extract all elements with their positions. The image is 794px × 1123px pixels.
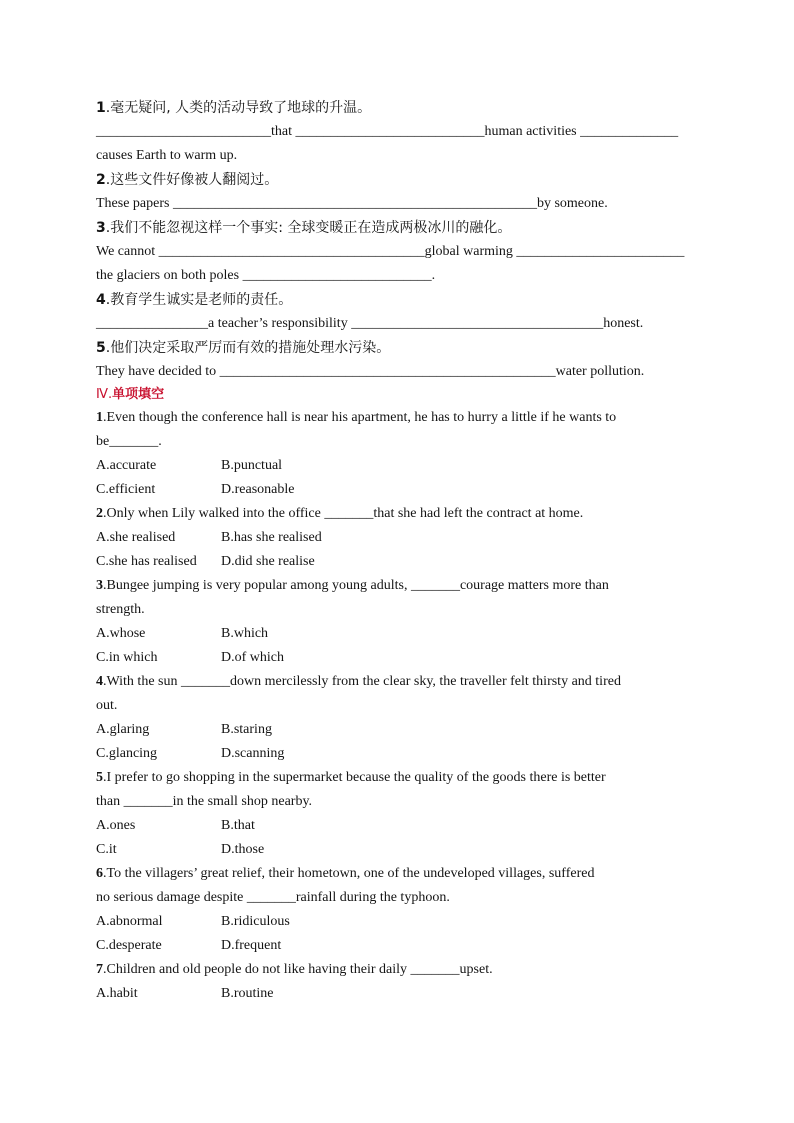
item-number: 5 — [96, 340, 106, 356]
prompt-text: .毫无疑问, 人类的活动导致了地球的升温。 — [105, 100, 372, 116]
option-c: C.it — [96, 842, 117, 857]
answer-line: the glaciers on both poles ___________________________. — [96, 268, 436, 283]
question-4-stem-continued: out. — [96, 698, 118, 713]
worksheet-content — [96, 96, 698, 1006]
option-c: C.she has realised — [96, 554, 197, 569]
option-c: C.desperate — [96, 938, 162, 953]
option-b: B.has she realised — [221, 530, 322, 545]
options-row — [96, 742, 698, 766]
answer-line: We cannot ______________________________________global warming ________________________ — [96, 244, 685, 259]
question-7-stem — [96, 958, 698, 982]
section-header — [96, 384, 698, 406]
question-6-stem — [96, 862, 698, 886]
option-d: D.did she realise — [221, 554, 315, 569]
options-row — [96, 550, 698, 574]
question-number: 3 — [96, 578, 103, 593]
question-1-stem-continued: be_______. — [96, 434, 162, 449]
options-row — [96, 814, 698, 838]
question-text: .With the sun _______down mercilessly from the clear sky, the traveller felt thirsty and tired — [103, 674, 621, 689]
section-numeral: Ⅳ. — [96, 387, 113, 402]
options-row — [96, 454, 698, 478]
question-1-stem — [96, 406, 698, 430]
answer-line: ________________a teacher’s responsibility ____________________________________honest. — [96, 316, 644, 331]
question-number: 7 — [96, 962, 103, 977]
options-row — [96, 910, 698, 934]
question-number: 2 — [96, 506, 103, 521]
translation-prompt-1 — [96, 96, 698, 120]
option-b: B.ridiculous — [221, 914, 290, 929]
question-number: 6 — [96, 866, 103, 881]
option-a: A.she realised — [96, 530, 176, 545]
options-row — [96, 478, 698, 502]
question-5-stem-continued: than _______in the small shop nearby. — [96, 794, 313, 809]
answer-line: causes Earth to warm up. — [96, 148, 238, 163]
options-row — [96, 526, 698, 550]
option-a: A.accurate — [96, 458, 157, 473]
option-d: D.scanning — [221, 746, 285, 761]
answer-line: These papers ____________________________________________________by someone. — [96, 196, 608, 211]
question-5-stem — [96, 766, 698, 790]
prompt-text: .教育学生诚实是老师的责任。 — [105, 292, 293, 308]
option-c: C.in which — [96, 650, 158, 665]
question-text: .Even though the conference hall is near his apartment, he has to hurry a little if he wants to — [103, 410, 617, 425]
option-a: A.ones — [96, 818, 136, 833]
question-text: .Children and old people do not like having their daily _______upset. — [103, 962, 493, 977]
options-row — [96, 718, 698, 742]
question-text: .I prefer to go shopping in the supermarket because the quality of the goods there is better — [103, 770, 606, 785]
translation-prompt-4 — [96, 288, 698, 312]
item-number: 3 — [96, 220, 106, 236]
question-number: 5 — [96, 770, 103, 785]
translation-prompt-2 — [96, 168, 698, 192]
option-c: C.efficient — [96, 482, 156, 497]
prompt-text: .他们决定采取严厉而有效的措施处理水污染。 — [105, 340, 391, 356]
question-3-stem — [96, 574, 698, 598]
question-2-stem — [96, 502, 698, 526]
options-row — [96, 982, 698, 1006]
option-a: A.abnormal — [96, 914, 163, 929]
option-b: B.routine — [221, 986, 274, 1001]
option-b: B.which — [221, 626, 269, 641]
options-row — [96, 934, 698, 958]
option-d: D.reasonable — [221, 482, 295, 497]
question-text: .Only when Lily walked into the office _______that she had left the contract at home. — [103, 506, 584, 521]
prompt-text: .我们不能忽视这样一个事实: 全球变暖正在造成两极冰川的融化。 — [105, 220, 512, 236]
item-number: 4 — [96, 292, 106, 308]
section-title: 单项填空 — [112, 387, 165, 402]
question-number: 1 — [96, 410, 103, 425]
answer-line: They have decided to ________________________________________________water pollution. — [96, 364, 645, 379]
translation-prompt-3 — [96, 216, 698, 240]
question-text: .Bungee jumping is very popular among young adults, _______courage matters more than — [103, 578, 609, 593]
option-a: A.habit — [96, 986, 138, 1001]
option-b: B.punctual — [221, 458, 283, 473]
option-d: D.those — [221, 842, 265, 857]
option-d: D.of which — [221, 650, 284, 665]
options-row — [96, 646, 698, 670]
prompt-text: .这些文件好像被人翻阅过。 — [105, 172, 279, 188]
answer-line: _________________________that ___________________________human activities ______________ — [96, 124, 679, 139]
question-number: 4 — [96, 674, 103, 689]
question-4-stem — [96, 670, 698, 694]
options-row — [96, 838, 698, 862]
item-number: 2 — [96, 172, 106, 188]
option-b: B.that — [221, 818, 255, 833]
option-b: B.staring — [221, 722, 272, 737]
item-number: 1 — [96, 100, 106, 116]
options-row — [96, 622, 698, 646]
question-6-stem-continued: no serious damage despite _______rainfall during the typhoon. — [96, 890, 450, 905]
option-a: A.whose — [96, 626, 146, 641]
option-d: D.frequent — [221, 938, 282, 953]
translation-prompt-5 — [96, 336, 698, 360]
option-a: A.glaring — [96, 722, 150, 737]
option-c: C.glancing — [96, 746, 158, 761]
question-3-stem-continued: strength. — [96, 602, 145, 617]
question-text: .To the villagers’ great relief, their hometown, one of the undeveloped villages, suffered — [103, 866, 595, 881]
